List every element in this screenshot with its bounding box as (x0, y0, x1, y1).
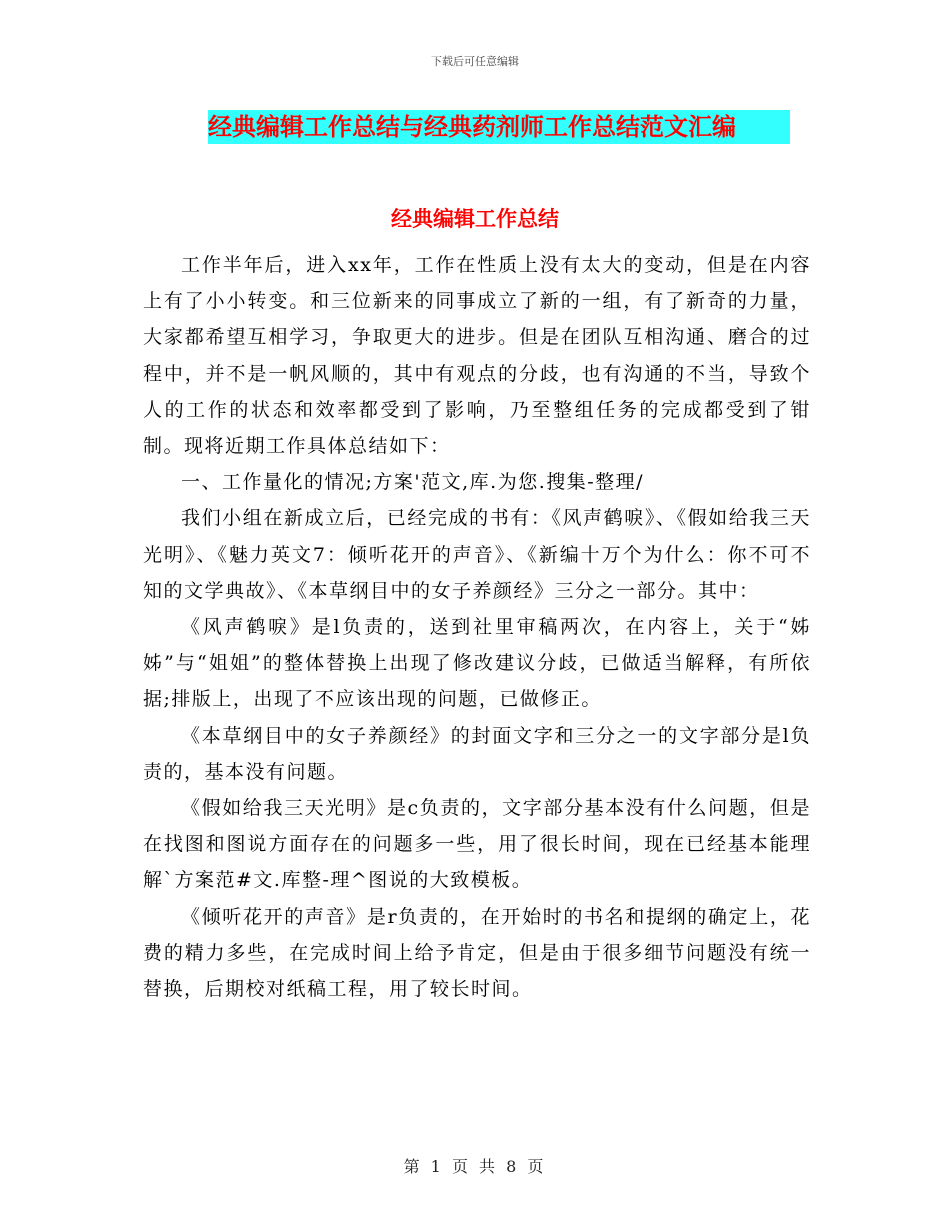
body-paragraph: 《倾听花开的声音》是r负责的，在开始时的书名和提纲的确定上，花费的精力多些，在完成时间上给予肯定，但是由于很多细节问题没有统一替换，后期校对纸稿工程，用了较长时间。 (143, 905, 811, 1001)
document-body (143, 247, 811, 1007)
body-paragraph: 一、工作量化的情况;方案'范文,库.为您.搜集-整理/ (181, 471, 645, 494)
section-title: 经典编辑工作总结 (391, 207, 559, 231)
body-paragraph: 我们小组在新成立后，已经完成的书有：《风声鹤唳》、《假如给我三天光明》、《魅力英文7：倾听花开的声音》、《新编十万个为什么：你不可不知的文学典故》、《本草纲目中的女子养颜经》三分之一部分。其中： (143, 507, 811, 602)
header-note: 下载后可任意编辑 (431, 55, 519, 68)
body-paragraph: 《假如给我三天光明》是c负责的，文字部分基本没有什么问题，但是在找图和图说方面存在的问题多一些，用了很长时间，现在已经基本能理解`方案范#文.库整-理^图说的大致模板。 (143, 797, 811, 892)
body-paragraph: 工作半年后，进入xx年，工作在性质上没有太大的变动，但是在内容上有了小小转变。和三位新来的同事成立了新的一组，有了新奇的力量，大家都希望互相学习，争取更大的进步。但是在团队互相沟通、磨合的过程中，并不是一帆风顺的，其中有观点的分歧，也有沟通的不当，导致个人的工作的状态和效率都受到了影响，乃至整组任务的完成都受到了钳制。现将近期工作具体总结如下： (143, 254, 811, 458)
document-main-title: 经典编辑工作总结与经典药剂师工作总结范文汇编 (208, 110, 790, 144)
body-paragraph: 《风声鹤唳》是l负责的，送到社里审稿两次，在内容上，关于“姊姊”与“姐姐”的整体替换上出现了修改建议分歧，已做适当解释，有所依据;排版上，出现了不应该出现的问题，已做修正。 (143, 616, 811, 711)
body-paragraph: 《本草纲目中的女子养颜经》的封面文字和三分之一的文字部分是l负责的，基本没有问题。 (143, 724, 811, 783)
page-number: 第 1 页 共 8 页 (403, 1157, 547, 1176)
